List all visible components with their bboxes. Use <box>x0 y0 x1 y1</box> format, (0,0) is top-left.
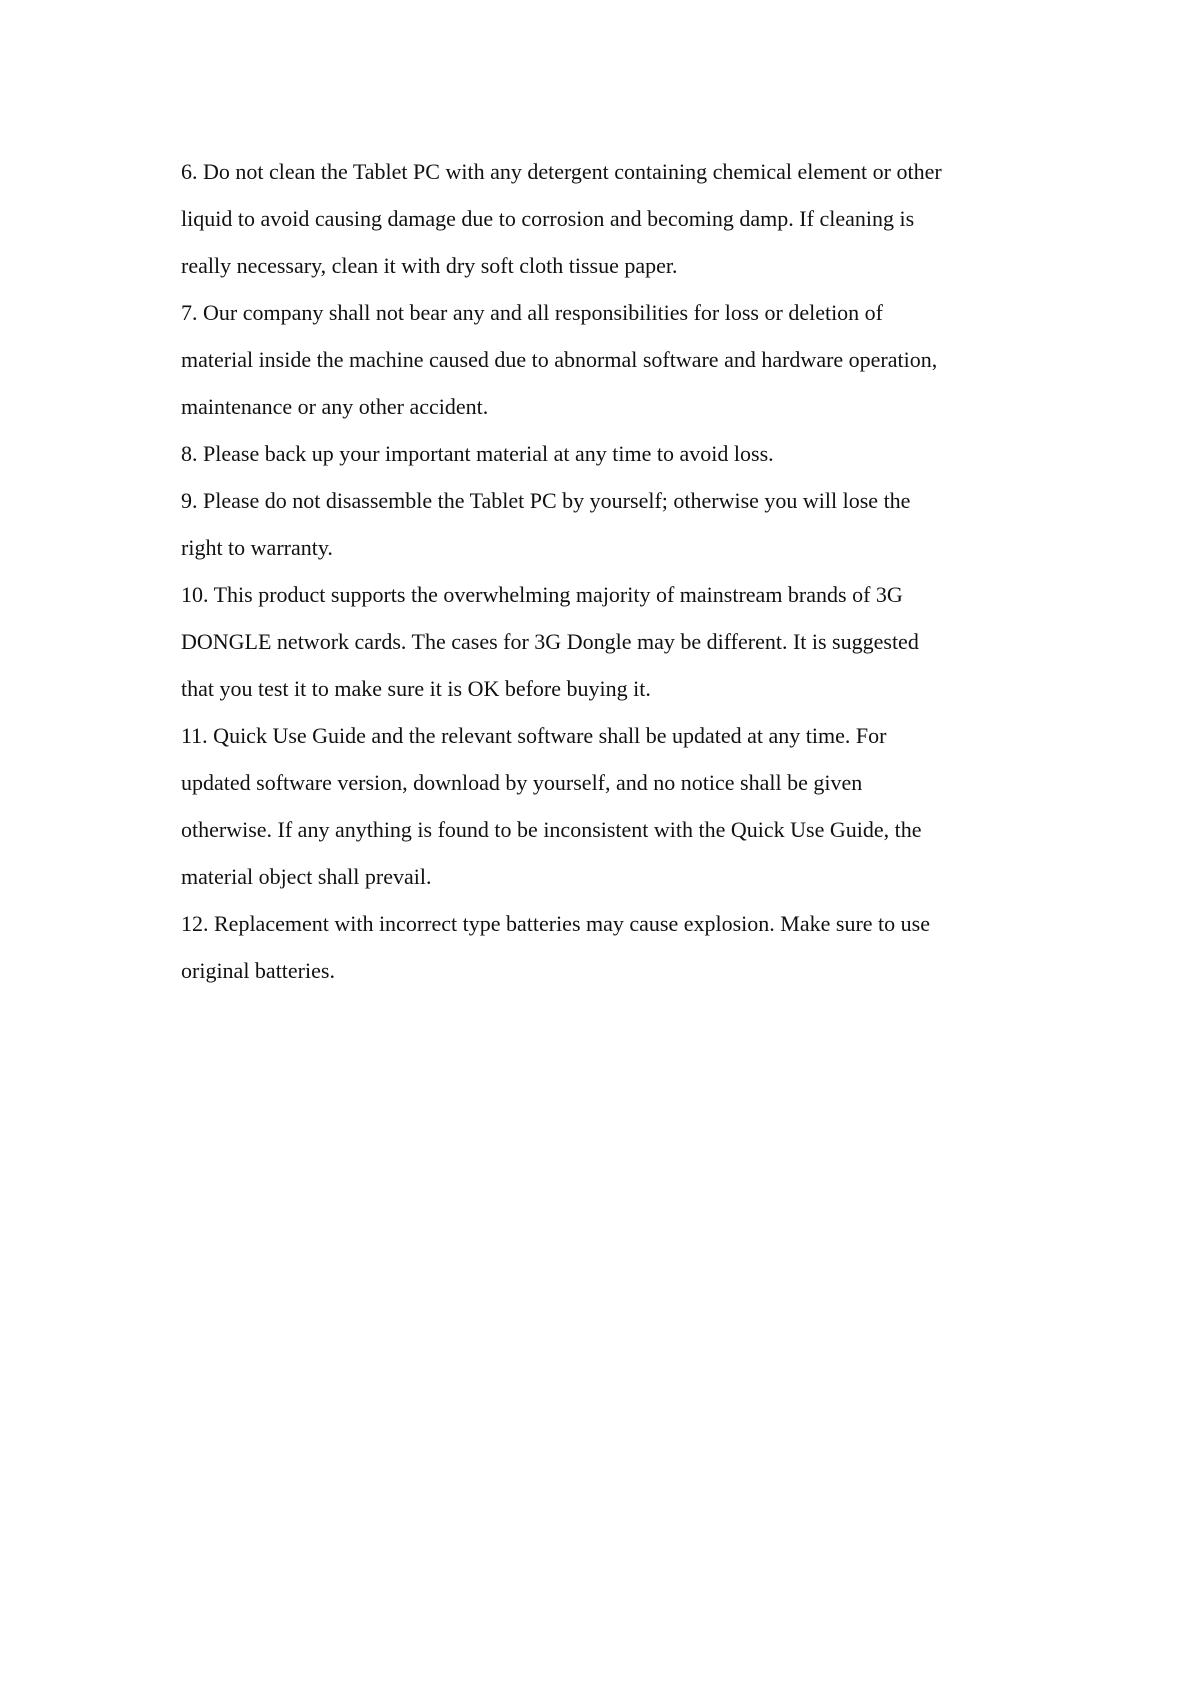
list-item-line: 8. Please back up your important material at any time to avoid loss. <box>181 441 774 466</box>
list-item-line: DONGLE network cards. The cases for 3G Dongle may be different. It is suggested <box>181 629 919 654</box>
list-item-line: 10. This product supports the overwhelming majority of mainstream brands of 3G <box>181 582 903 607</box>
list-item-line: 6. Do not clean the Tablet PC with any detergent containing chemical element or other <box>181 159 942 184</box>
list-item-line: maintenance or any other accident. <box>181 394 489 419</box>
list-item-line: material inside the machine caused due to abnormal software and hardware operation, <box>181 347 938 372</box>
list-item-12 <box>181 900 1031 994</box>
list-item-line: 7. Our company shall not bear any and all responsibilities for loss or deletion of <box>181 300 884 325</box>
list-item-11 <box>181 712 1031 900</box>
list-item-9 <box>181 477 1031 571</box>
list-item-line: right to warranty. <box>181 535 333 560</box>
list-item-line: that you test it to make sure it is OK before buying it. <box>181 676 651 701</box>
list-item-line: 9. Please do not disassemble the Tablet PC by yourself; otherwise you will lose the <box>181 488 911 513</box>
list-item-line: 12. Replacement with incorrect type batteries may cause explosion. Make sure to use <box>181 911 930 936</box>
list-item-6 <box>181 148 1031 289</box>
list-item-10 <box>181 571 1031 712</box>
list-item-7 <box>181 289 1031 430</box>
list-item-line: otherwise. If any anything is found to be inconsistent with the Quick Use Guide, the <box>181 817 922 842</box>
list-item-8 <box>181 430 1031 477</box>
list-item-line: liquid to avoid causing damage due to corrosion and becoming damp. If cleaning is <box>181 206 915 231</box>
list-item-line: updated software version, download by yourself, and no notice shall be given <box>181 770 863 795</box>
list-item-line: really necessary, clean it with dry soft cloth tissue paper. <box>181 253 678 278</box>
list-item-line: 11. Quick Use Guide and the relevant software shall be updated at any time. For <box>181 723 887 748</box>
list-item-line: material object shall prevail. <box>181 864 432 889</box>
document-body <box>181 148 1031 994</box>
list-item-line: original batteries. <box>181 958 335 983</box>
